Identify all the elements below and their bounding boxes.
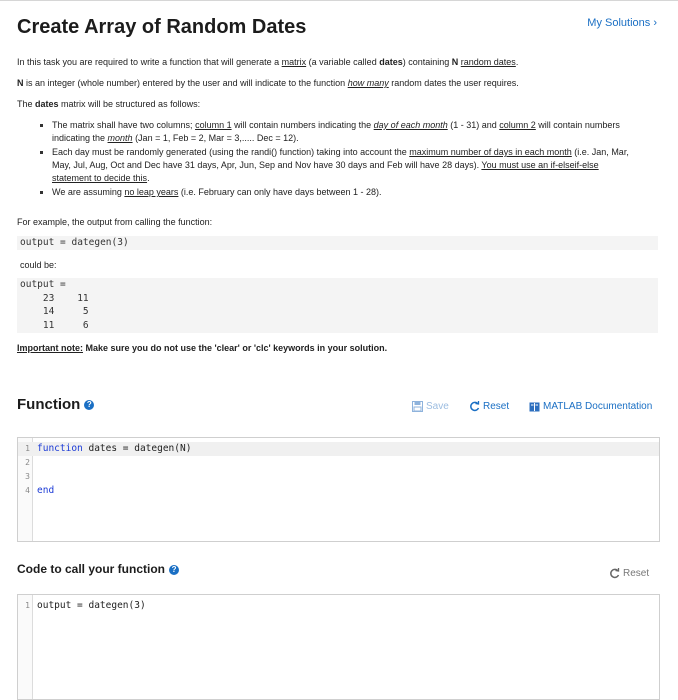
could-be-text: could be: [20,260,57,270]
code-line: 2 [25,458,30,467]
reset-button[interactable]: Reset [469,401,509,412]
function-section-title: Function ? [17,396,94,413]
top-divider [0,0,678,1]
help-icon[interactable]: ? [84,400,94,410]
matrix-link[interactable]: matrix [281,57,307,67]
matlab-documentation-link[interactable]: MATLAB Documentation [529,401,652,412]
call-code-editor[interactable] [17,594,660,700]
description-p3: The dates matrix will be structured as follows: [17,99,201,109]
list-item: We are assuming no leap years (i.e. February can only have days between 1 - 28). [32,186,632,199]
function-code-editor[interactable] [17,437,660,542]
save-icon [412,401,423,412]
call-section-title: Code to call your function ? [17,562,179,576]
reset-icon [469,401,480,412]
matlab-doc-icon [529,402,540,412]
call-reset-button[interactable]: Reset [609,568,649,579]
help-icon[interactable]: ? [169,565,179,575]
example-call-code: output = dategen(3) [17,236,658,250]
list-item: Each day must be randomly generated (using the randi() function) taking into account the maximum number of days in each month (i.e. Jan, Mar, May, Jul, Aug, Oct and Dec have 31 days, Apr, Jun, Sep and Nov have 30 days and Feb will have 28 days). You must use an if-elseif-else statement to decide this. [32,146,632,185]
requirements-list [32,119,632,200]
list-item: The matrix shall have two columns; column 1 will contain numbers indicating the day of each month (1 - 31) and column 2 will contain numbers indicating the month (Jan = 1, Feb = 2, Mar = 3,..... Dec = 12). [32,119,632,145]
description-p1: In this task you are required to write a function that will generate a matrix (a variable called dates) containing N random dates. [17,57,519,67]
description-p2: N is an integer (whole number) entered by the user and will indicate to the function how many random dates the user requires. [17,78,519,88]
important-note: Important note: Make sure you do not use the 'clear' or 'clc' keywords in your solution. [17,343,388,353]
example-output-code: output = 23 11 14 5 11 6 [17,278,658,333]
code-line: 3 [25,472,30,481]
example-intro: For example, the output from calling the function: [17,217,213,227]
code-line: 1 function dates = dategen(N) [18,442,659,456]
page-title: Create Array of Random Dates [17,16,307,38]
code-line: 4 end [25,485,55,496]
my-solutions-link[interactable]: My Solutions › [587,17,657,29]
code-line: 1 output = dategen(3) [25,600,146,611]
save-button[interactable]: Save [412,401,449,412]
reset-icon [609,568,620,579]
